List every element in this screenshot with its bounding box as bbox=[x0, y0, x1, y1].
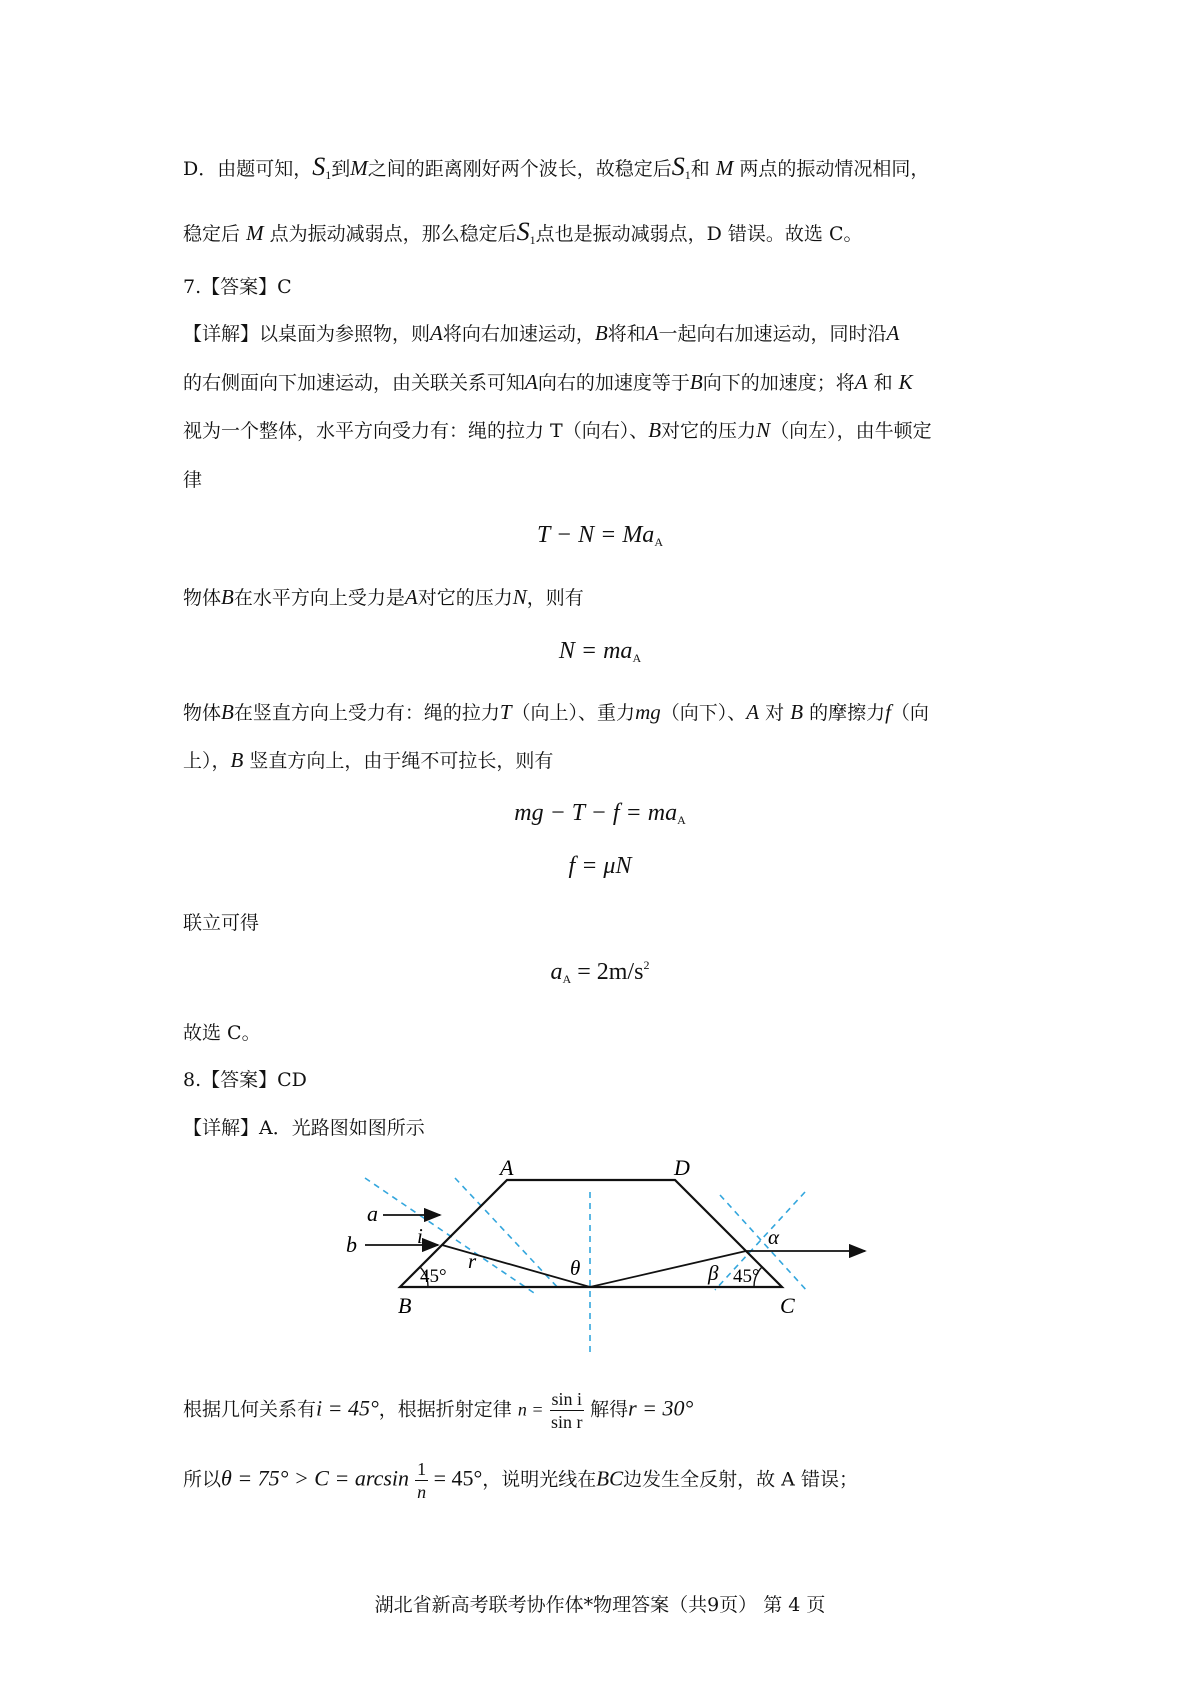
prism-trapezoid bbox=[400, 1180, 782, 1287]
normal-line-right-a bbox=[715, 1192, 805, 1290]
s1-symbol: $S_1$ bbox=[671, 152, 691, 182]
refracted-ray-path bbox=[442, 1245, 746, 1287]
part-d-line1: D．由题可知，$S_1$到M之间的距离刚好两个波长，故稳定后$S_1$和 M 两点的振动情况相同， bbox=[183, 152, 930, 182]
vertex-label-d: D bbox=[674, 1155, 690, 1180]
page-footer: 湖北省新高考联考协作体*物理答案（共9页） 第 4 页 bbox=[374, 1594, 826, 1616]
part-d-line2: 稳定后 M 点为振动减弱点，那么稳定后$S_1$点也是振动减弱点，D 错误。故选 C。 bbox=[183, 217, 863, 247]
q7-answer: 7.【答案】C bbox=[183, 276, 292, 298]
q7-line-s2: 物体B在水平方向上受力是A对它的压力N，则有 bbox=[183, 585, 584, 609]
s1-symbol: $S_1$ bbox=[312, 152, 332, 182]
snell-fraction: $\frac{\text{sin i}}{\text{sin r}}$ bbox=[551, 1389, 583, 1432]
angle-label-theta: θ bbox=[570, 1256, 581, 1280]
q7-detail-line2: 的右侧面向下加速运动，由关联关系可知A向右的加速度等于B向下的加速度；将A 和 K bbox=[183, 370, 913, 394]
s1-symbol: $S_1$ bbox=[516, 217, 536, 247]
q7-line-s4: 上），B 竖直方向上，由于绳不可拉长，则有 bbox=[183, 748, 554, 772]
equation-1: $T - N = Ma_A$ bbox=[537, 522, 663, 549]
angle-label-b-45: 45° bbox=[420, 1266, 447, 1287]
q8-answer: 8.【答案】CD bbox=[183, 1069, 307, 1091]
equation-3: mg − $T - f = ma_A$ bbox=[514, 800, 686, 827]
q7-line-s3: 物体B在竖直方向上受力有：绳的拉力T（向上）、重力mg（向下）、A 对 B 的摩擦力f（向 bbox=[183, 700, 929, 724]
angle-label-alpha: α bbox=[768, 1225, 780, 1249]
ray-label-b: b bbox=[346, 1232, 357, 1257]
equation-5: $a_A = 2m/s^2$ bbox=[550, 958, 650, 986]
q7-detail-line3: 视为一个整体，水平方向受力有：绳的拉力 T（向右）、B对它的压力N（向左），由牛顿定 bbox=[183, 418, 932, 442]
angle-label-r: r bbox=[468, 1249, 477, 1273]
q7-joint: 联立可得 bbox=[183, 912, 260, 934]
angle-label-c-45: 45° bbox=[733, 1266, 760, 1287]
q7-detail-line4: 律 bbox=[183, 469, 203, 491]
arcsin-fraction: $\frac{1}{n}$ bbox=[417, 1459, 427, 1502]
equation-2: $N = ma_A$ bbox=[558, 638, 642, 665]
vertex-label-b: B bbox=[398, 1293, 412, 1318]
q8-detail: 【详解】A．光路图如图所示 bbox=[183, 1117, 425, 1139]
q8-geometry-line: 根据几何关系有i = 45°，根据折射定律 n = $\frac{\text{sin i}}{\text{sin r}}$ 解得r = 30° bbox=[183, 1389, 694, 1432]
equation-4: f = μN bbox=[568, 853, 632, 879]
q8-tir-line: 所以θ = 75° > C = arcsin $\frac{1}{n}$ = 45°，说明光线在BC边发生全反射，故 A 错误； bbox=[183, 1459, 858, 1502]
angle-label-beta: β bbox=[708, 1261, 719, 1285]
ray-label-a: a bbox=[367, 1201, 378, 1226]
q7-choose: 故选 C。 bbox=[183, 1022, 261, 1044]
vertex-label-c: C bbox=[780, 1293, 795, 1318]
q7-detail-line1: 【详解】以桌面为参照物，则A将向右加速运动，B将和A一起向右加速运动，同时沿A bbox=[183, 321, 900, 345]
vertex-label-a: A bbox=[500, 1155, 514, 1180]
angle-label-i: i bbox=[417, 1224, 423, 1248]
